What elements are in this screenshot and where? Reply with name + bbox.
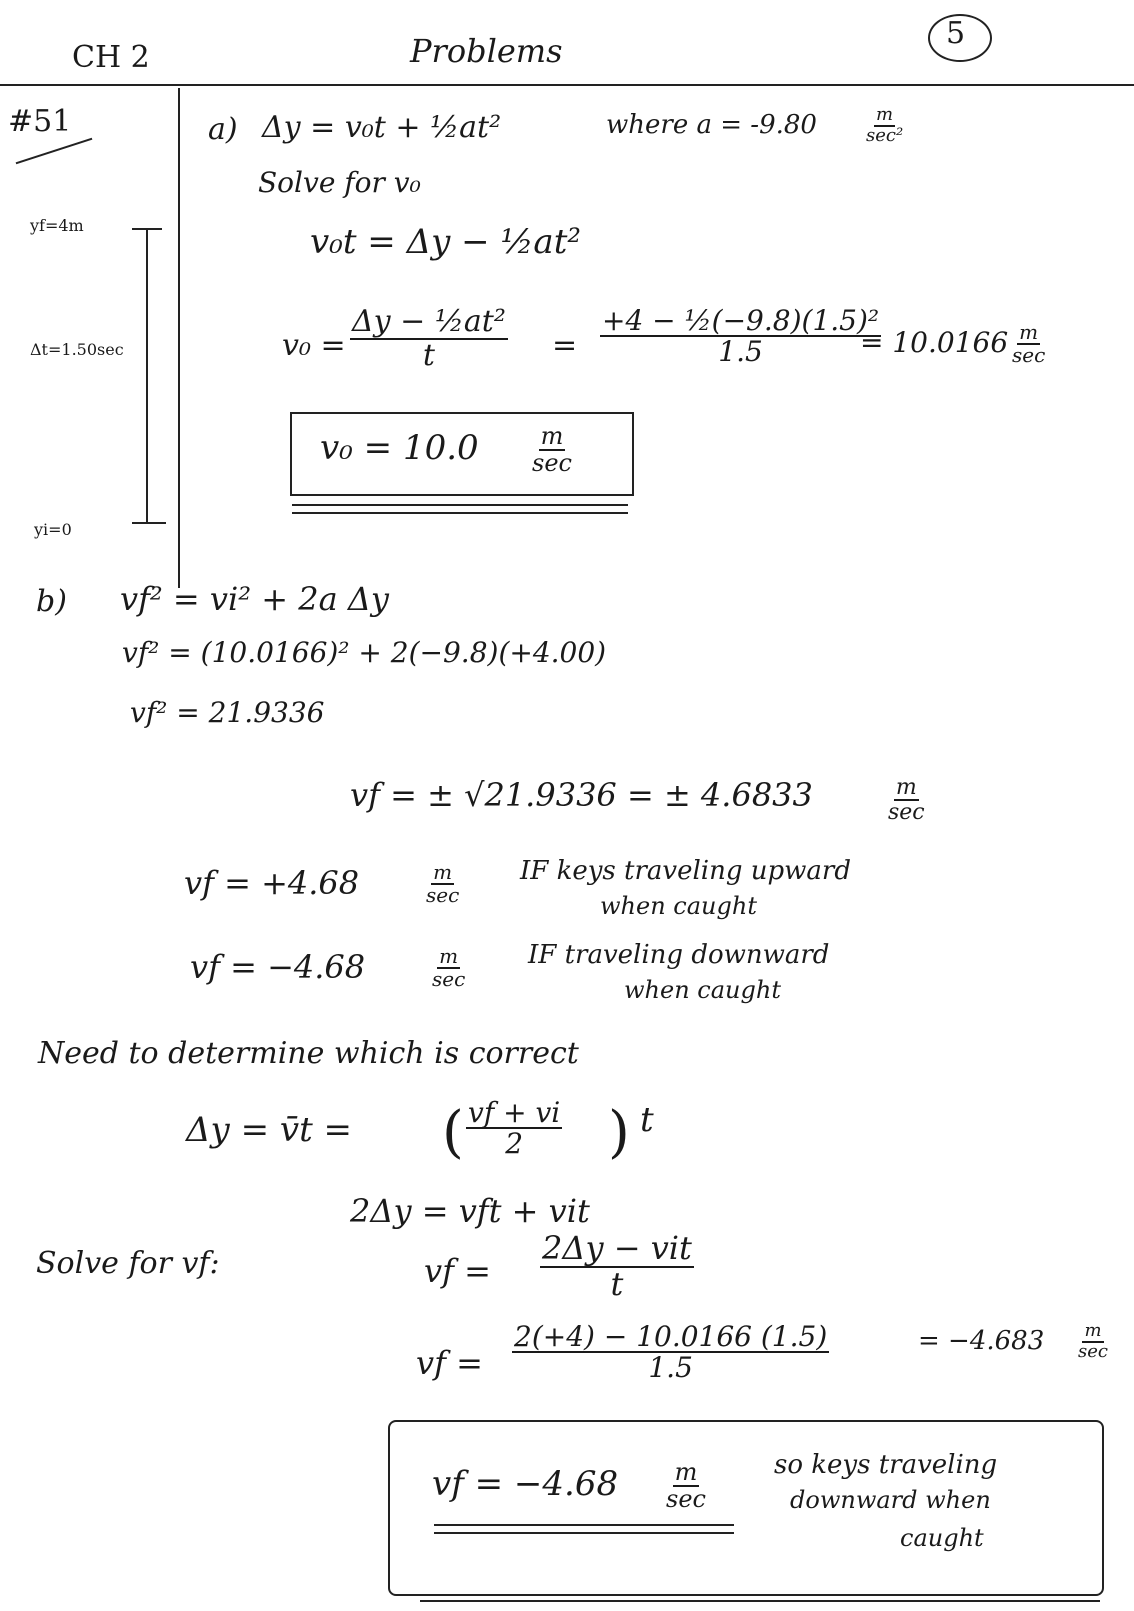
part-b-case2-unit-num: m: [439, 944, 459, 968]
part-b-eq8-unit: [1076, 1322, 1110, 1362]
part-a-eq3-num2: +4 − ½(−9.8)(1.5)²: [602, 304, 880, 337]
part-a-eq3-lhs: v₀ =: [282, 328, 346, 363]
part-b-case2: vf = −4.68: [190, 948, 366, 986]
part-b-eq4-unit-den: sec: [888, 800, 925, 826]
part-a-answer-unit: [530, 424, 574, 476]
part-b-eq8-lhs: vf =: [416, 1344, 483, 1382]
part-a-eq3-unit: [1010, 322, 1047, 366]
part-b-eq8-unit-den: sec: [1078, 1340, 1108, 1362]
part-a-where: where a = -9.80: [606, 110, 817, 140]
part-b-answer-underline-2: [434, 1532, 734, 1534]
part-a-solve: Solve for v₀: [258, 166, 421, 199]
part-b-case1-unit-num: m: [433, 860, 453, 884]
part-b-need: Need to determine which is correct: [38, 1036, 579, 1071]
part-a-eq3-frac1: [350, 306, 508, 371]
part-a-eq1: Δy = v₀t + ½at²: [262, 110, 502, 145]
part-a-eq3-eq: =: [552, 328, 578, 363]
diagram-vertical-line: [146, 228, 148, 522]
part-b-eq8-den: 1.5: [648, 1351, 693, 1385]
part-b-eq3: vf² = 21.9336: [130, 696, 325, 729]
part-b-answer: vf = −4.68: [432, 1464, 619, 1504]
diagram-top-label: yf=4m: [30, 216, 84, 235]
part-b-eq5-close-paren: ): [608, 1100, 630, 1165]
part-b-case1-unit: [424, 862, 461, 906]
diagram-middle-label: Δt=1.50sec: [30, 340, 124, 359]
part-b-conclusion-1: so keys traveling: [774, 1450, 998, 1480]
part-a-eq3-den1: t: [422, 337, 435, 373]
part-b-eq4: vf = ± √21.9336 = ± 4.6833: [350, 776, 813, 814]
part-b-eq8-result: = −4.683: [918, 1326, 1045, 1356]
part-b-eq5-t: t: [640, 1100, 654, 1140]
part-a-eq3-frac2: [600, 306, 881, 367]
part-b-eq5-den: 2: [505, 1127, 524, 1161]
part-b-label: b): [36, 584, 67, 619]
part-b-answer-unit: [664, 1460, 708, 1512]
part-b-eq5-open-paren: (: [442, 1100, 464, 1165]
part-b-eq5-frac: [466, 1098, 562, 1159]
part-b-eq4-unit-num: m: [895, 775, 917, 800]
part-b-answer-unit-den: sec: [666, 1485, 706, 1514]
part-b-eq8-frac: [512, 1322, 829, 1383]
part-b-case2-note-1: IF traveling downward: [528, 940, 830, 970]
part-a-eq3-num1: Δy − ½at²: [352, 304, 506, 339]
part-a-where-unit-num: m: [876, 104, 894, 125]
part-b-case1-note-2: when caught: [600, 892, 757, 920]
part-b-answer-box: [388, 1420, 1104, 1596]
part-b-eq1: vf² = vi² + 2a Δy: [120, 580, 389, 618]
bottom-rule: [420, 1600, 1100, 1602]
margin-rule: [178, 88, 180, 588]
part-a-label: a): [208, 112, 238, 147]
part-b-case2-unit: [430, 946, 467, 990]
part-b-eq7-lhs: vf =: [424, 1252, 491, 1290]
part-b-case2-note-2: when caught: [624, 976, 781, 1004]
diagram-bottom-label: yi=0: [34, 520, 72, 539]
part-a-answer-underline-2: [292, 512, 628, 514]
part-b-case1-unit-den: sec: [426, 883, 460, 907]
part-b-case1: vf = +4.68: [184, 864, 360, 902]
problem-label: #51: [8, 104, 72, 139]
part-a-eq2: v₀t = Δy − ½at²: [310, 222, 581, 262]
part-a-answer-underline-1: [292, 504, 628, 506]
chapter-label: CH 2: [72, 40, 150, 75]
page-title: Problems: [410, 32, 563, 70]
part-b-eq6: 2Δy = vft + vit: [350, 1192, 590, 1230]
part-b-eq2: vf² = (10.0166)² + 2(−9.8)(+4.00): [122, 636, 607, 669]
diagram-bottom-tick: [132, 522, 166, 524]
part-b-conclusion-3: caught: [900, 1524, 984, 1552]
part-a-answer-unit-den: sec: [532, 449, 572, 478]
part-a-answer-unit-num: m: [540, 422, 564, 450]
part-a-where-unit: [864, 106, 905, 146]
part-b-eq8-num: 2(+4) − 10.0166 (1.5): [514, 1320, 828, 1353]
part-b-eq4-unit: [886, 776, 927, 824]
part-a-answer: v₀ = 10.0: [320, 428, 479, 468]
part-b-eq5-lhs: Δy = v̄t =: [186, 1110, 353, 1150]
part-b-eq7-frac: [540, 1229, 694, 1303]
part-b-eq5-num: vf + vi: [468, 1096, 561, 1129]
part-b-solve: Solve for vf:: [36, 1246, 220, 1281]
part-b-answer-underline-1: [434, 1524, 734, 1526]
part-a-eq3-den2: 1.5: [718, 335, 763, 369]
part-b-eq8-unit-num: m: [1084, 1320, 1102, 1341]
page-number: 5: [946, 16, 966, 51]
problem-label-underline: [16, 138, 93, 165]
part-b-case1-note-1: IF keys traveling upward: [520, 856, 851, 886]
part-b-case2-unit-den: sec: [432, 967, 466, 991]
part-a-eq3-result: = 10.0166: [860, 326, 1009, 359]
header-rule: [0, 84, 1134, 86]
part-b-answer-unit-num: m: [674, 1458, 698, 1486]
part-b-eq7-den: t: [610, 1264, 624, 1303]
part-a-eq3-unit-num: m: [1019, 320, 1039, 344]
part-a-where-unit-den: sec²: [866, 124, 904, 146]
part-b-eq7-num: 2Δy − vit: [542, 1229, 692, 1267]
part-b-conclusion-2: downward when: [790, 1486, 991, 1514]
part-a-eq3-unit-den: sec: [1012, 343, 1046, 367]
